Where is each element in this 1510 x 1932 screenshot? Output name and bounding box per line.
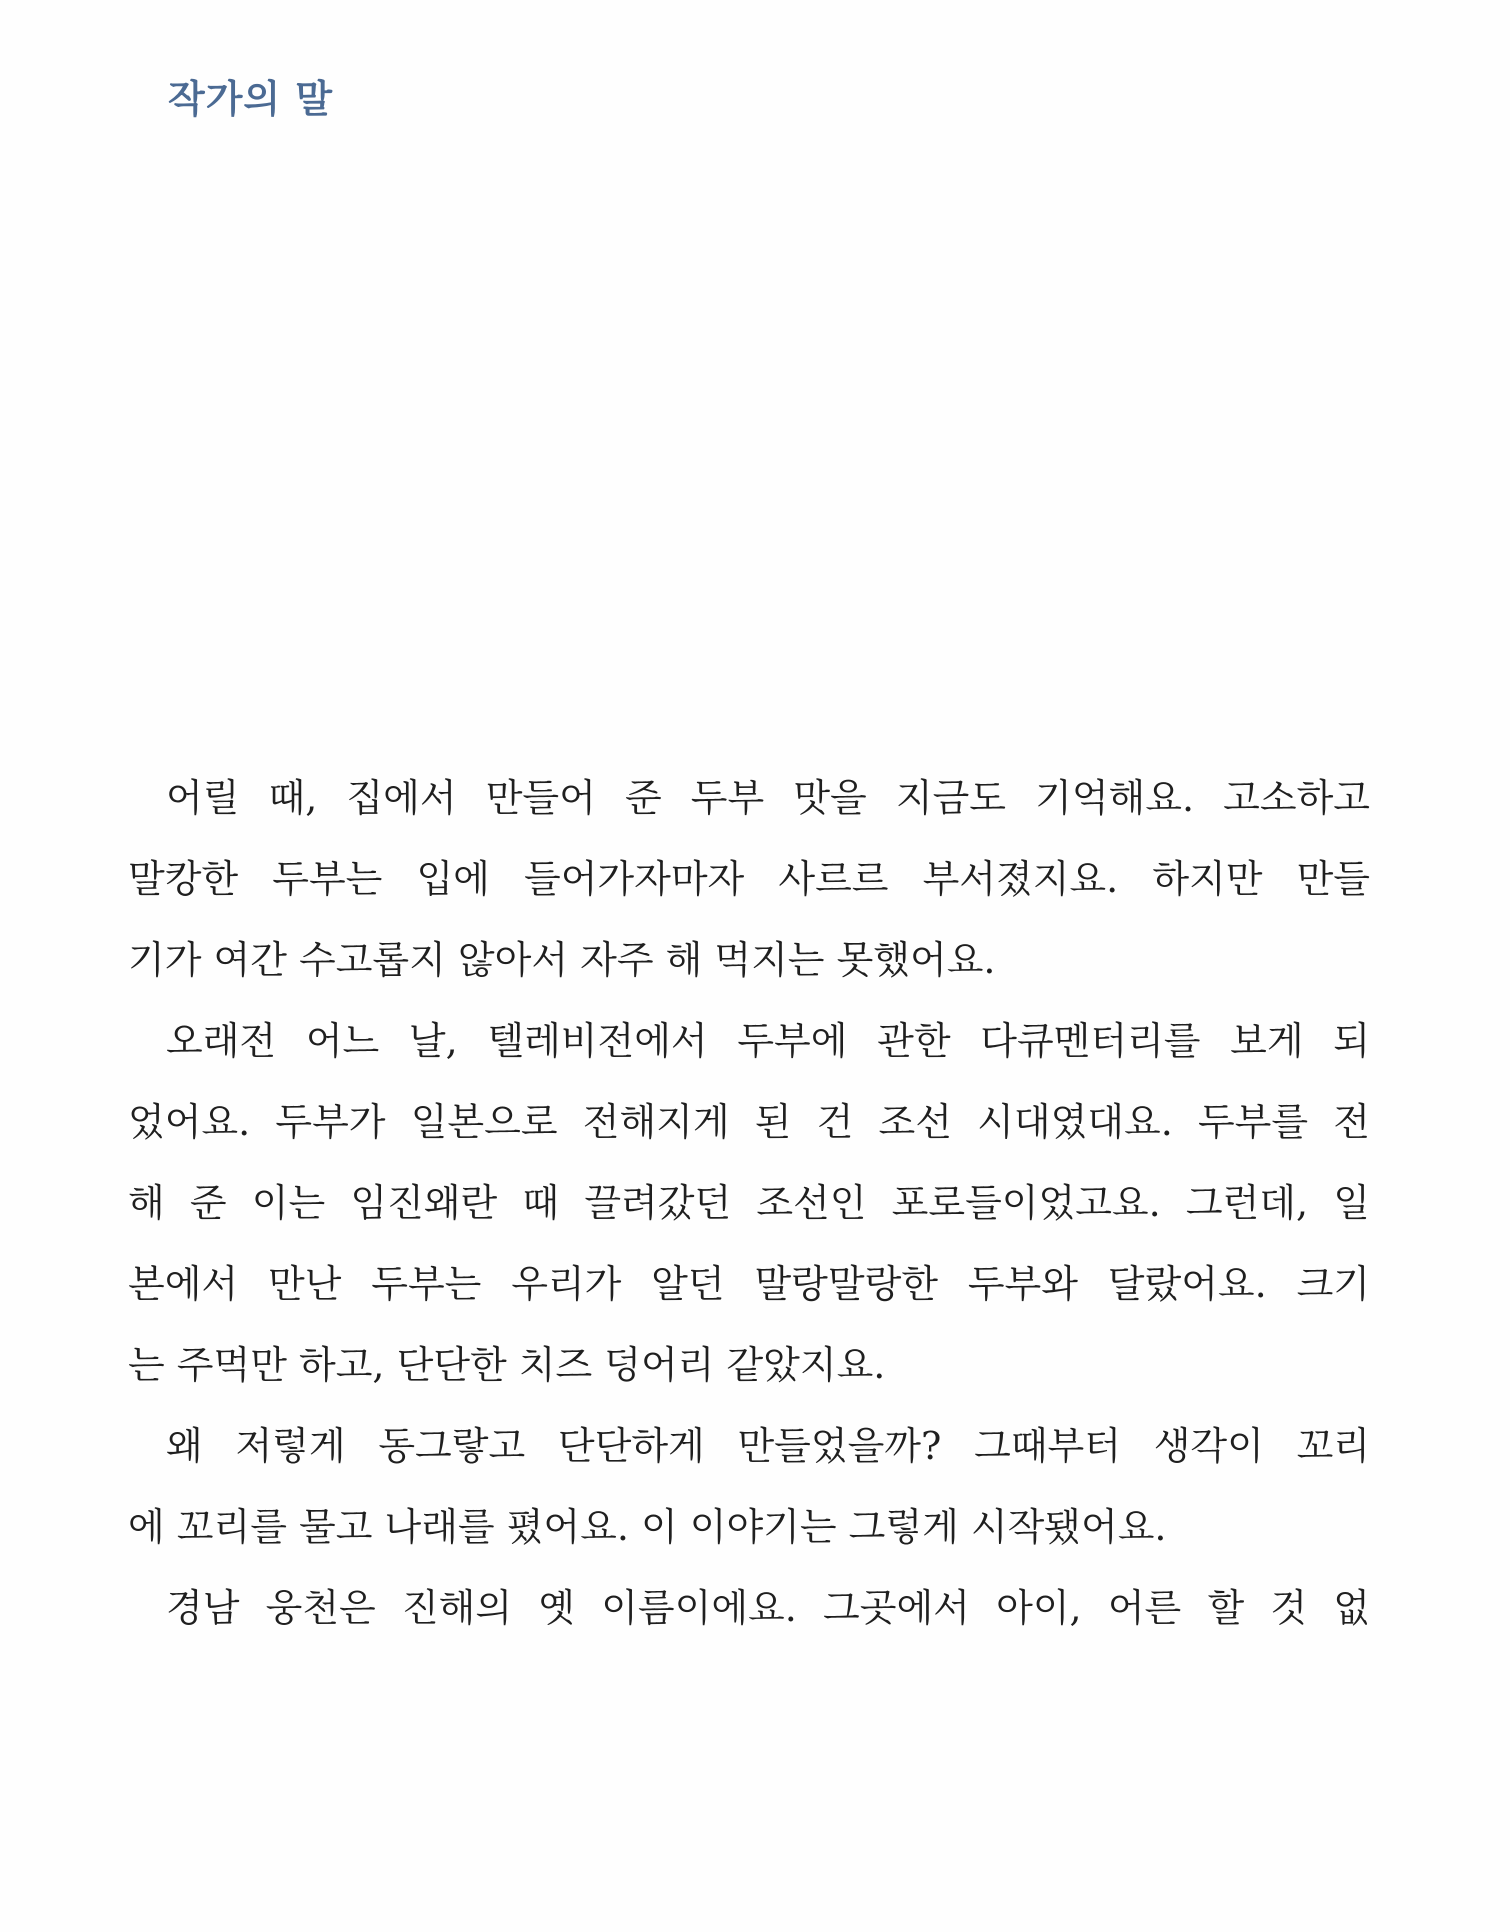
text-line: 본에서 만난 두부는 우리가 알던 말랑말랑한 두부와 달랐어요. 크기 <box>128 1262 1370 1306</box>
paragraph <box>128 1406 1370 1568</box>
text-line: 어릴 때, 집에서 만들어 준 두부 맛을 지금도 기억해요. 고소하고 <box>166 776 1370 820</box>
text-line: 에 꼬리를 물고 나래를 폈어요. 이 이야기는 그렇게 시작됐어요. <box>128 1505 1167 1549</box>
section-title: 작가의 말 <box>168 77 334 121</box>
text-line: 었어요. 두부가 일본으로 전해지게 된 건 조선 시대였대요. 두부를 전 <box>128 1100 1370 1144</box>
body-text <box>128 758 1370 1649</box>
text-line: 오래전 어느 날, 텔레비전에서 두부에 관한 다큐멘터리를 보게 되 <box>166 1019 1370 1063</box>
text-line: 경남 웅천은 진해의 옛 이름이에요. 그곳에서 아이, 어른 할 것 없 <box>166 1586 1370 1630</box>
text-line: 해 준 이는 임진왜란 때 끌려갔던 조선인 포로들이었고요. 그런데, 일 <box>128 1181 1370 1225</box>
text-line: 말캉한 두부는 입에 들어가자마자 사르르 부서졌지요. 하지만 만들 <box>128 857 1370 901</box>
paragraph <box>128 1568 1370 1649</box>
text-line: 는 주먹만 하고, 단단한 치즈 덩어리 같았지요. <box>128 1343 886 1387</box>
paragraph <box>128 1001 1370 1406</box>
text-line: 기가 여간 수고롭지 않아서 자주 해 먹지는 못했어요. <box>128 938 996 982</box>
paragraph <box>128 758 1370 1001</box>
text-line: 왜 저렇게 동그랗고 단단하게 만들었을까? 그때부터 생각이 꼬리 <box>166 1424 1370 1468</box>
